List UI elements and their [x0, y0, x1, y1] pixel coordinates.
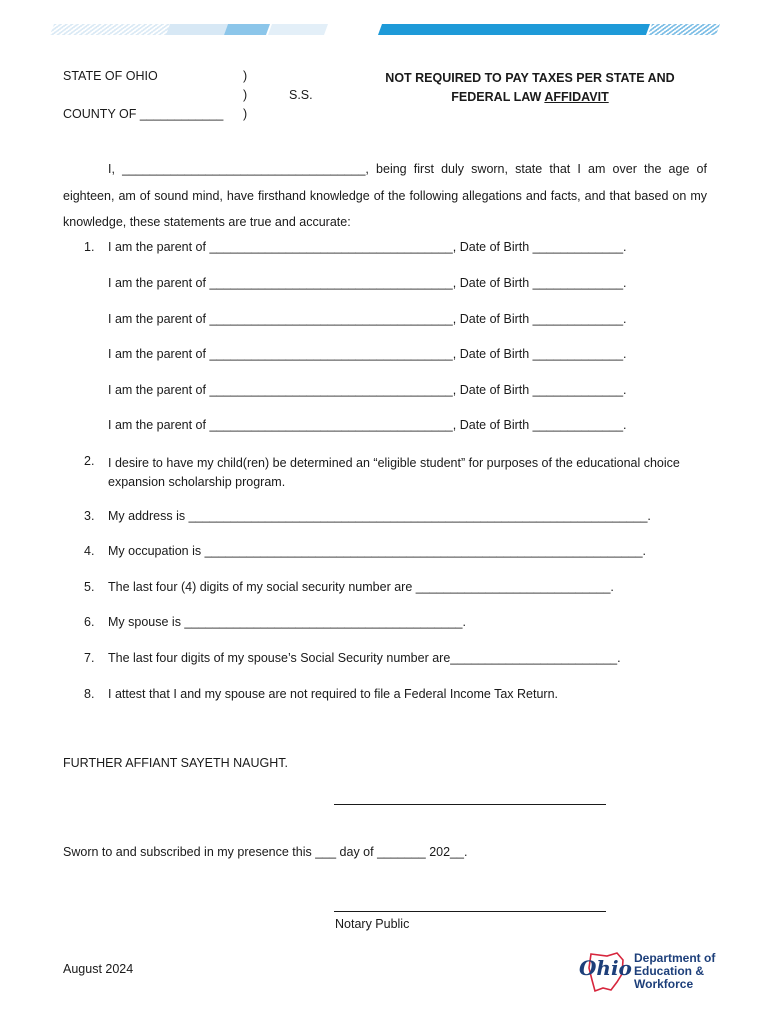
- dept-line-1: Department of: [634, 951, 716, 965]
- item-5-ssn: The last four (4) digits of my social security number are ____________________________.: [108, 580, 614, 594]
- item-number-6: 6.: [84, 615, 95, 629]
- title-line-2-prefix: FEDERAL LAW: [451, 90, 545, 104]
- item-7-spouse-ssn: The last four digits of my spouse’s Social Security number are________________________.: [108, 651, 621, 665]
- paren-3: ): [243, 107, 248, 121]
- department-name: [634, 952, 715, 991]
- intro-rest: eighteen, am of sound mind, have firsthand knowledge of the following allegations and facts, and that based on my knowledge, these statements are true and accurate:: [63, 188, 707, 229]
- notary-label: Notary Public: [335, 917, 410, 931]
- affiant-signature-line: [334, 804, 606, 805]
- header-stripe-pale: [268, 24, 328, 35]
- parent-line-2: I am the parent of ___________________________________, Date of Birth _____________.: [108, 276, 627, 290]
- state-label: STATE OF OHIO: [63, 69, 158, 83]
- intro-paragraph: [63, 156, 707, 236]
- item-number-5: 5.: [84, 580, 95, 594]
- title-line-2: [360, 88, 700, 107]
- county-label: COUNTY OF ____________: [63, 107, 224, 121]
- notary-signature-line: [334, 911, 606, 912]
- item-4-occupation: My occupation is _______________________________________________________________.: [108, 544, 647, 558]
- item-8-attest: I attest that I and my spouse are not required to file a Federal Income Tax Return.: [108, 687, 559, 701]
- item-3-address: My address is __________________________________________________________________.: [108, 509, 651, 523]
- affiant-statement: FURTHER AFFIANT SAYETH NAUGHT.: [63, 756, 289, 770]
- item-number-4: 4.: [84, 544, 95, 558]
- dept-line-2: Education &: [634, 964, 705, 978]
- parent-line-4: I am the parent of ___________________________________, Date of Birth _____________.: [108, 347, 627, 361]
- header-stripe-light-2: [166, 24, 228, 35]
- parent-line-5: I am the parent of ___________________________________, Date of Birth _____________.: [108, 383, 627, 397]
- parent-line-1: I am the parent of ___________________________________, Date of Birth _____________.: [108, 240, 627, 254]
- paren-1: ): [243, 69, 248, 83]
- document-title: [360, 69, 700, 107]
- item-number-1: 1.: [84, 240, 95, 254]
- intro-line-1: I, ___________________________________, being first duly sworn, state that I am over the age of: [108, 162, 707, 176]
- header-stripe-mid: [224, 24, 270, 35]
- item-number-7: 7.: [84, 651, 95, 665]
- item-number-3: 3.: [84, 509, 95, 523]
- ss-label: S.S.: [289, 88, 313, 102]
- parent-line-6: I am the parent of ___________________________________, Date of Birth _____________.: [108, 418, 627, 432]
- sworn-statement: Sworn to and subscribed in my presence this ___ day of _______ 202__.: [63, 845, 468, 859]
- title-line-1: NOT REQUIRED TO PAY TAXES PER STATE AND: [385, 71, 675, 85]
- item-2-text: I desire to have my child(ren) be determined an “eligible student” for purposes of the educational choice expansion scholarship program.: [108, 456, 680, 489]
- parent-line-3: I am the parent of ___________________________________, Date of Birth _____________.: [108, 312, 627, 326]
- title-affidavit-word: AFFIDAVIT: [544, 90, 609, 104]
- header-stripe-light: [50, 24, 172, 35]
- footer-date: August 2024: [63, 962, 134, 976]
- item-number-8: 8.: [84, 687, 95, 701]
- header-stripe-dark: [378, 24, 650, 35]
- item-6-spouse: My spouse is ________________________________________.: [108, 615, 466, 629]
- ohio-department-logo: [577, 948, 727, 996]
- item-number-2: 2.: [84, 454, 95, 468]
- dept-line-3: Workforce: [634, 977, 694, 991]
- paren-2: ): [243, 88, 248, 102]
- header-stripe-end: [648, 24, 720, 35]
- ohio-script-wordmark: Ohio: [579, 956, 632, 980]
